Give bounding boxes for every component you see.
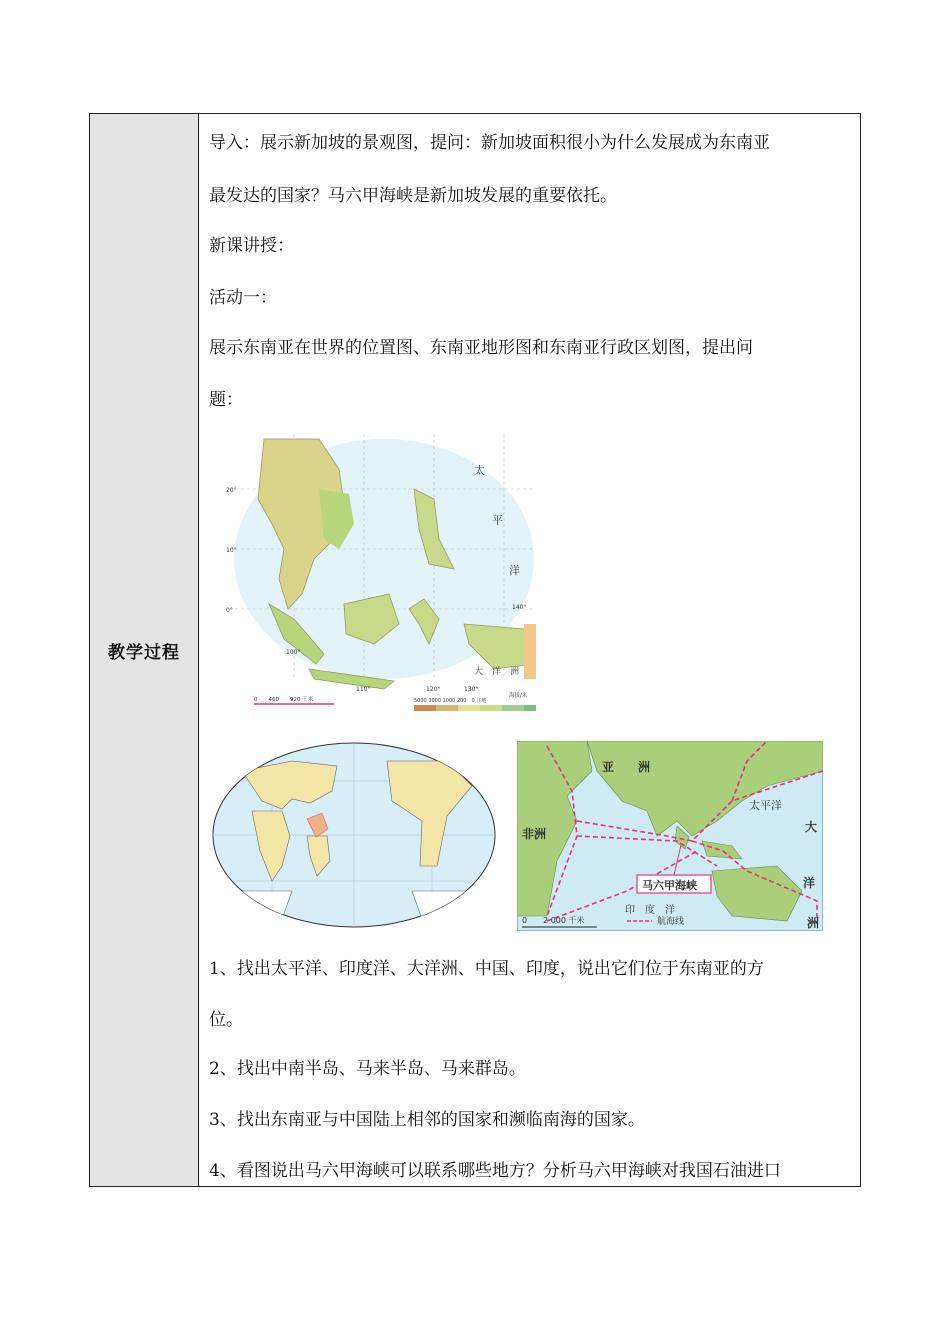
lat-label-20: 20° [226, 487, 237, 494]
text-line: 展示东南亚在世界的位置图、东南亚地形图和东南亚行政区划图，提出问 [209, 338, 753, 358]
text-line: 最发达的国家？马六甲海峡是新加坡发展的重要依托。 [209, 186, 617, 206]
lon-label-110: 110° [356, 686, 371, 693]
text-line: 新课讲授： [209, 236, 294, 256]
map-label-pacific-1: 太 [474, 464, 485, 477]
lon-label-140: 140° [512, 604, 527, 611]
text-line: 1、找出太平洋、印度洋、大洋洲、中国、印度，说出它们位于东南亚的方 [209, 959, 764, 979]
map-label-strait: 马六甲海峡 [642, 879, 697, 892]
text-line: 2、找出中南半岛、马来半岛、马来群岛。 [209, 1059, 526, 1079]
elevation-values: 5000 3000 1000 200 0 注地 [414, 698, 487, 704]
row-label: 教学过程 [108, 642, 180, 663]
text-line: 题： [209, 390, 243, 410]
map-label-oceania-2: 洋 [803, 876, 816, 890]
map-scale: 0 460 920 千米 [254, 697, 314, 703]
world-location-map [212, 741, 496, 929]
map-label-pacific-2: 平 [492, 514, 503, 527]
southeast-asia-topographic-map [224, 429, 544, 714]
text-line: 3、找出东南亚与中国陆上相邻的国家和濒临南海的国家。 [209, 1110, 645, 1130]
lon-label-100: 100° [286, 649, 301, 656]
lon-label-130: 130° [464, 686, 479, 693]
lat-label-0: 0° [226, 607, 233, 614]
lat-label-10: 10° [226, 547, 237, 554]
content-cell [199, 114, 860, 1186]
elevation-title: 海拔/米 [509, 693, 528, 699]
route-legend: 航海线 [657, 917, 685, 927]
map-label-indian-ocean: 印 度 洋 [625, 905, 675, 916]
text-line: 4、看图说出马六甲海峡可以联系哪些地方？分析马六甲海峡对我国石油进口 [209, 1161, 781, 1181]
map-label-asia: 亚 洲 [602, 760, 651, 774]
lon-label-120: 120° [426, 686, 441, 693]
map-label-africa: 非洲 [522, 827, 547, 841]
text-line: 位。 [209, 1010, 243, 1030]
map-label-oceania-3: 洲 [807, 916, 820, 930]
row-label-cell [90, 114, 199, 1186]
map-label-oceania: 大 洋 洲 [474, 667, 520, 677]
lesson-table [89, 113, 861, 1187]
text-line: 导入：展示新加坡的景观图，提问：新加坡面积很小为什么发展成为东南亚 [209, 133, 770, 153]
map-label-oceania-1: 大 [805, 820, 818, 834]
map-label-pacific: 太平洋 [749, 799, 782, 812]
map-label-pacific-3: 洋 [509, 564, 520, 577]
malacca-strait-route-map [517, 741, 823, 931]
text-line: 活动一： [209, 288, 277, 308]
map-scale: 0 2 000 千米 [522, 916, 585, 925]
